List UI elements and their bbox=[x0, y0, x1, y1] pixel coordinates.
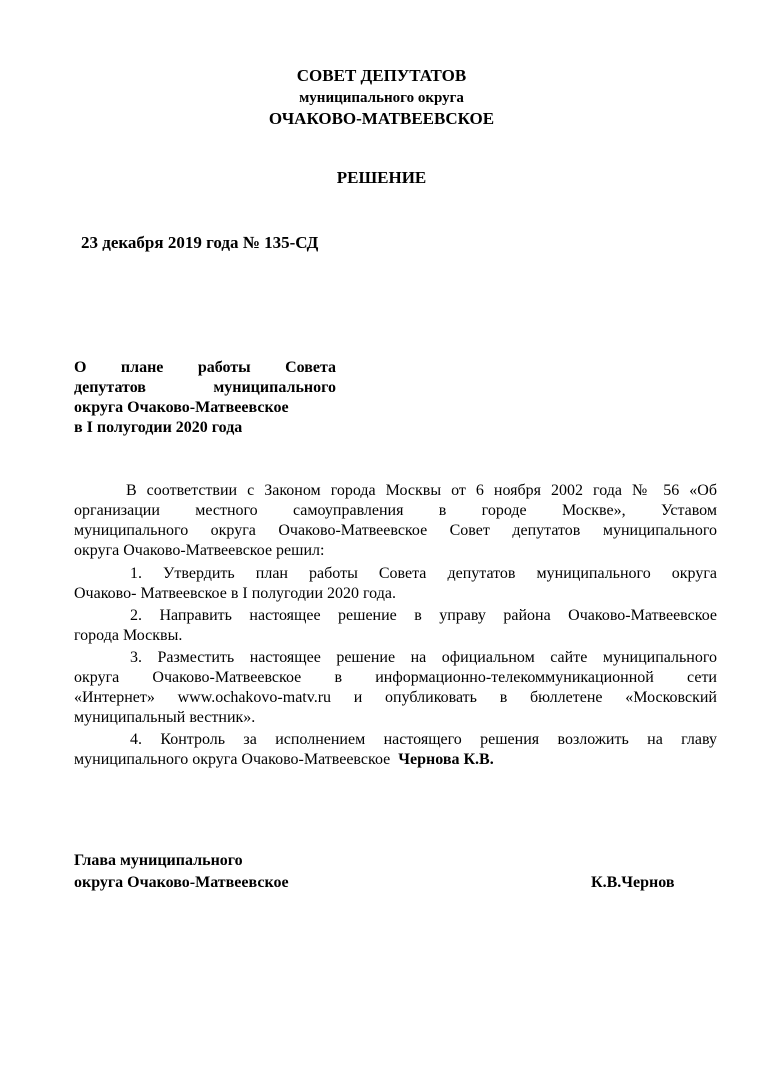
header-council: СОВЕТ ДЕПУТАТОВ bbox=[296, 66, 467, 85]
header-district-name: ОЧАКОВО-МАТВЕЕВСКОЕ bbox=[268, 109, 495, 128]
item-1-line-1: 1. Утвердить план работы Совета депутатов муниципального округа bbox=[130, 565, 717, 582]
header-district-label: муниципального округа bbox=[299, 90, 464, 106]
item-4-line-2: муниципального округа Очаково-Матвеевское Чернова К.В. bbox=[74, 751, 494, 768]
item-3-line-4: муниципальный вестник». bbox=[74, 709, 256, 726]
item-3-line-1: 3. Разместить настоящее решение на официальном сайте муниципального bbox=[130, 649, 717, 666]
signature-name: К.В.Чернов bbox=[591, 874, 675, 891]
item-4-line-1: 4. Контроль за исполнением настоящего решения возложить на главу bbox=[130, 731, 717, 748]
item-3-line-3: «Интернет» www.ochakovo-matv.ru и опубликовать в бюллетене «Московский bbox=[74, 689, 717, 706]
subject-line-2: депутатов муниципального bbox=[74, 379, 336, 396]
subject-line-3: округа Очаково-Матвеевское bbox=[74, 399, 289, 416]
item-2-line-2: города Москвы. bbox=[74, 627, 183, 644]
item-1-line-2: Очаково- Матвеевское в I полугодии 2020 года. bbox=[74, 585, 396, 602]
item-2-line-1: 2. Направить настоящее решение в управу района Очаково-Матвеевское bbox=[130, 607, 717, 624]
signature-title-line-2: округа Очаково-Матвеевское bbox=[74, 874, 289, 891]
document-type: РЕШЕНИЕ bbox=[336, 168, 427, 187]
preamble-line-1: В соответствии с Законом города Москвы от 6 ноября 2002 года № 56 «Об bbox=[126, 482, 717, 499]
responsible-person: Чернова К.В. bbox=[398, 751, 494, 768]
date-number: 23 декабря 2019 года № 135-СД bbox=[81, 233, 319, 252]
subject-line-1: О плане работы Совета bbox=[74, 359, 337, 376]
signature-title-line-1: Глава муниципального bbox=[74, 852, 243, 869]
item-3-line-2: округа Очаково-Матвеевское в информационно-телекоммуникационной сети bbox=[74, 669, 717, 686]
preamble-line-3: муниципального округа Очаково-Матвеевское Совет депутатов муниципального bbox=[74, 522, 717, 539]
preamble-line-2: организации местного самоуправления в городе Москве», Уставом bbox=[74, 502, 717, 519]
subject-line-4: в I полугодии 2020 года bbox=[74, 419, 243, 436]
preamble-line-4: округа Очаково-Матвеевское решил: bbox=[74, 542, 325, 559]
